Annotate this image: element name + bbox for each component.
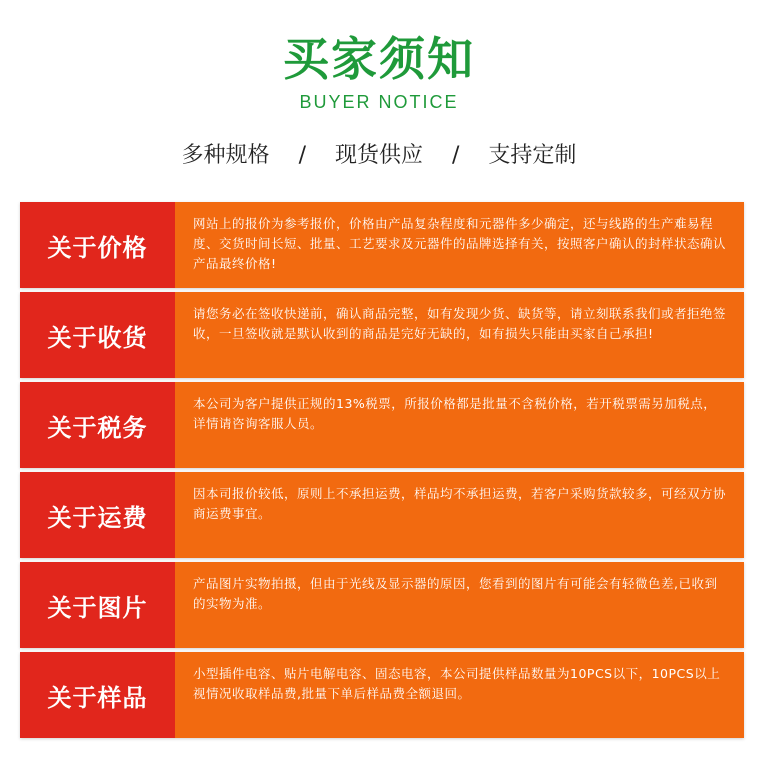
notice-row-samples: [20, 652, 744, 738]
notice-text: 本公司为客户提供正规的13%税票，所报价格都是批量不含税价格，若开税票需另加税点，详情请咨询客服人员。: [175, 382, 744, 468]
tagline-item-specs: 多种规格: [181, 143, 270, 168]
notice-list: [20, 202, 744, 742]
notice-text: 请您务必在签收快递前，确认商品完整，如有发现少货、缺货等，请立刻联系我们或者拒绝签收，一旦签收就是默认收到的商品是完好无缺的，如有损失只能由买家自己承担!: [175, 292, 744, 378]
page-subtitle: BUYER NOTICE: [299, 92, 459, 112]
notice-row-tax: [20, 382, 744, 468]
notice-text: 小型插件电容、贴片电解电容、固态电容，本公司提供样品数量为10PCS以下，10PCS以上视情况收取样品费,批量下单后样品费全额退回。: [175, 652, 744, 738]
notice-row-price: [20, 202, 744, 288]
header: [0, 0, 758, 190]
tagline-item-stock: 现货供应: [334, 143, 423, 168]
notice-row-shipping: [20, 472, 744, 558]
notice-label: 关于税务: [20, 382, 175, 468]
tagline-item-custom: 支持定制: [488, 143, 577, 168]
notice-label: 关于样品: [20, 652, 175, 738]
tagline: [0, 138, 758, 169]
notice-label: 关于收货: [20, 292, 175, 378]
notice-label: 关于价格: [20, 202, 175, 288]
notice-text: 因本司报价较低，原则上不承担运费，样品均不承担运费，若客户采购货款较多，可经双方协商运费事宜。: [175, 472, 744, 558]
tagline-separator: /: [298, 143, 306, 168]
notice-label: 关于运费: [20, 472, 175, 558]
notice-text: 网站上的报价为参考报价，价格由产品复杂程度和元器件多少确定，还与线路的生产难易程度、交货时间长短、批量、工艺要求及元器件的品牌选择有关，按照客户确认的封样状态确认产品最终价格!: [175, 202, 744, 288]
notice-row-images: [20, 562, 744, 648]
page-title: 买家须知: [283, 32, 475, 86]
notice-label: 关于图片: [20, 562, 175, 648]
notice-text: 产品图片实物拍摄，但由于光线及显示器的原因，您看到的图片有可能会有轻微色差,已收到的实物为准。: [175, 562, 744, 648]
notice-row-receipt: [20, 292, 744, 378]
tagline-separator: /: [452, 143, 460, 168]
